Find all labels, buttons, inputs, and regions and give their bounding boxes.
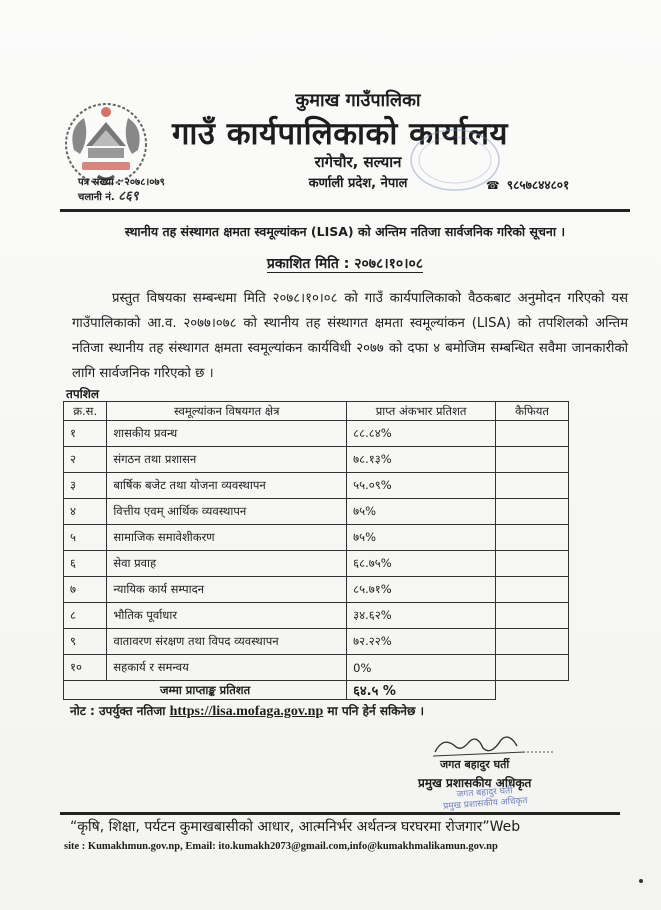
table-row <box>64 447 569 473</box>
row-score: ६८.७५% <box>347 551 496 577</box>
row-remark <box>496 551 569 577</box>
row-score: ७८.१३% <box>347 447 496 473</box>
row-serial: ६ <box>64 551 107 577</box>
annex-label: तपशिल <box>66 387 100 401</box>
office-location: रागेचौर, सल्यान <box>314 153 402 171</box>
row-serial: ९ <box>64 629 107 655</box>
row-score: 0% <box>347 655 496 681</box>
total-label: जम्मा प्राप्ताङ्क प्रतिशत <box>64 681 347 700</box>
row-area: वातावरण संरक्षण तथा विपद व्यवस्थापन <box>107 629 347 655</box>
reference-block <box>78 176 165 205</box>
notice-body-text: प्रस्तुत विषयका सम्बन्धमा मिति २०७८।१०।०८ को गाउँ कार्यपालिकाको वैठकबाट अनुमोदन गरिएको यस गाउँपालिकाको आ.व. २०७७।०७८ को स्थानीय तह संस्थागत क्षमता स्वमूल्यांकन (LISA) को तपशिलको अन्तिम नतिजा स्थानीय तह संस्थागत क्षमता स्वमूल्यांकन कार्यविधी २०७७ को दफा ४ बमोजिम सम्बन्धित सवैमा जानकारीको लागि सार्वजनिक गरिएको छ । <box>72 291 628 381</box>
stamp-name: जगत बहादुर घर्ती <box>456 786 513 800</box>
row-area: शासकीय प्रवन्ध <box>107 421 347 447</box>
table-row <box>64 577 569 603</box>
header-area: स्वमूल्यांकन विषयगत क्षेत्र <box>107 402 347 421</box>
row-remark <box>496 629 569 655</box>
row-score: ८८.८४% <box>347 421 496 447</box>
row-score: ७२.२२% <box>347 629 496 655</box>
table-row <box>64 421 569 447</box>
notice-body <box>72 286 628 386</box>
dispatch-line <box>78 190 165 205</box>
total-row <box>64 681 569 700</box>
table-header-row <box>64 402 569 421</box>
row-remark <box>496 603 569 629</box>
row-area: न्यायिक कार्य सम्पादन <box>107 577 347 603</box>
signature-scrawl-icon <box>425 730 555 760</box>
row-score: ५५.०९% <box>347 473 496 499</box>
office-title: गाउँ कार्यपालिकाको कार्यालय <box>171 116 509 152</box>
table-row <box>64 551 569 577</box>
publish-date <box>60 254 630 273</box>
header-score: प्राप्त अंकभार प्रतिशत <box>347 402 496 421</box>
office-stamp-icon <box>395 120 515 200</box>
row-remark <box>496 655 569 681</box>
row-remark <box>496 577 569 603</box>
row-area: वित्तीय एवम् आर्थिक व्यवस्थापन <box>107 499 347 525</box>
municipality-name: कुमाख गाउँपालिका <box>295 90 421 111</box>
footer-contact: site : Kumakhmun.gov.np, Email: ito.kumakh2073@gmail.com,info@kumakhmalikamun.gov.np <box>64 841 498 852</box>
header-serial: क्र.स. <box>64 402 107 421</box>
scan-speck <box>639 879 643 883</box>
footer-divider <box>60 812 620 815</box>
table-row <box>64 603 569 629</box>
row-serial: ३ <box>64 473 107 499</box>
dispatch-number: ८६९ <box>118 189 139 204</box>
table-row <box>64 629 569 655</box>
phone-number: ९८५७८४४८०१ <box>506 178 570 192</box>
table-row <box>64 525 569 551</box>
row-remark <box>496 447 569 473</box>
publish-date-text: प्रकाशित मिति : २०७८।१०।०८ <box>266 256 424 272</box>
table-row <box>64 655 569 681</box>
row-area: बार्षिक बजेट तथा योजना व्यवस्थापन <box>107 473 347 499</box>
row-serial: ८ <box>64 603 107 629</box>
province-line: कर्णाली प्रदेश, नेपाल <box>308 176 408 191</box>
lisa-results-table <box>63 401 569 700</box>
telephone-icon: ☎ <box>486 179 500 192</box>
note-prefix: नोट : उपर्युक्त नतिजा <box>70 704 166 718</box>
row-serial: १० <box>64 655 107 681</box>
note-suffix: मा पनि हेर्न सकिनेछ । <box>327 704 425 718</box>
row-remark <box>496 525 569 551</box>
total-remark-empty <box>496 681 569 700</box>
row-area: संगठन तथा प्रशासन <box>107 447 347 473</box>
signatory-title: प्रमुख प्रशासकीय अधिकृत <box>418 776 532 790</box>
row-serial: ७ <box>64 577 107 603</box>
table-row <box>64 499 569 525</box>
signatory-name: जगत बहादुर घर्ती <box>440 758 510 771</box>
letter-number: पत्र संख्या : २०७८।०७९ <box>78 177 165 188</box>
notice-subject: स्थानीय तह संस्थागत क्षमता स्वमूल्यांकन (LISA) को अन्तिम नतिजा सार्वजनिक गरिको सूचना । <box>124 224 566 239</box>
row-remark <box>496 421 569 447</box>
row-remark <box>496 473 569 499</box>
row-area: सहकार्य र समन्वय <box>107 655 347 681</box>
row-serial: ४ <box>64 499 107 525</box>
row-area: भौतिक पूर्वाधार <box>107 603 347 629</box>
header-remark: कैफियत <box>496 402 569 421</box>
stamp-title: प्रमुख प्रशासकीय अधिकृत <box>442 796 528 812</box>
row-serial: १ <box>64 421 107 447</box>
row-area: सेवा प्रवाह <box>107 551 347 577</box>
row-serial: २ <box>64 447 107 473</box>
note-line <box>70 702 424 720</box>
table-row <box>64 473 569 499</box>
row-score: ७५% <box>347 525 496 551</box>
dispatch-label: चलानी नं. <box>78 192 115 203</box>
row-area: सामाजिक समावेशीकरण <box>107 525 347 551</box>
row-score: ७५% <box>347 499 496 525</box>
row-score: ३४.६२% <box>347 603 496 629</box>
total-value: ६४.५ % <box>347 681 496 700</box>
lisa-portal-link[interactable]: https://lisa.mofaga.gov.np <box>169 704 324 719</box>
footer-slogan: “कृषि, शिक्षा, पर्यटन कुमाखबासीको आधार, आत्मनिर्भर अर्थतन्त्र घरघरमा रोजगार”Web <box>70 819 521 835</box>
row-serial: ५ <box>64 525 107 551</box>
row-score: ८५.७१% <box>347 577 496 603</box>
row-remark <box>496 499 569 525</box>
header-divider <box>60 209 630 212</box>
